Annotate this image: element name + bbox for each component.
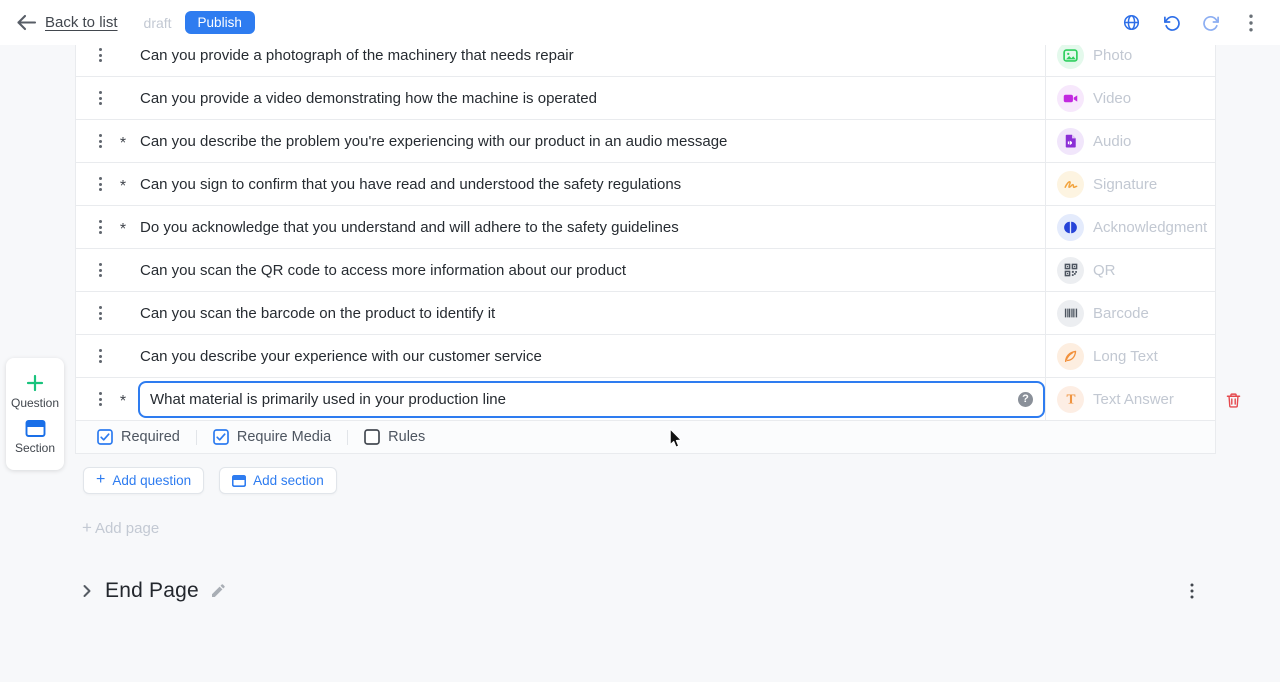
audio-icon [1057,128,1084,155]
plus-icon: + [82,518,92,537]
qr-icon [1057,257,1084,284]
question-type-label: Acknowledgment [1093,218,1208,236]
required-checkbox[interactable] [97,429,113,445]
kebab-menu-icon[interactable] [1241,13,1261,33]
help-icon[interactable]: ? [1018,392,1033,407]
question-text-input[interactable]: What material is primarily used in your production line ? [138,381,1045,418]
rules-label: Rules [388,429,426,445]
top-bar [0,0,1280,45]
svg-text:T: T [1065,391,1076,407]
question-type-label: Text Answer [1093,390,1174,408]
question-type-label: Signature [1093,175,1158,193]
question-text: Can you describe your experience with our customer service [140,347,542,365]
rules-checkbox[interactable] [364,429,380,445]
question-type-cell [1046,206,1215,248]
drag-handle-icon[interactable] [99,91,102,105]
question-type-cell [1046,77,1215,119]
require-media-checkbox[interactable] [213,429,229,445]
drag-handle-icon[interactable] [99,306,102,320]
question-type-label: Barcode [1093,304,1149,322]
required-star: * [119,178,127,195]
drag-handle-icon[interactable] [99,134,102,148]
text-answer-icon [1057,386,1084,413]
option-rules[interactable] [364,429,425,445]
question-type-label: Photo [1093,46,1133,64]
question-type-cell [1046,335,1215,377]
insert-section-button[interactable] [15,420,55,455]
question-type-label: Video [1093,89,1132,107]
status-badge: draft [143,14,172,31]
question-text: Can you provide a video demonstrating how the machine is operated [140,89,597,107]
redo-icon[interactable] [1201,13,1221,33]
drag-handle-icon[interactable] [99,220,102,234]
add-question-label: Add question [112,473,192,488]
end-page-menu-button[interactable] [1190,583,1194,604]
section-icon [232,475,246,487]
required-star: * [119,393,127,410]
insert-question-button[interactable] [11,374,59,410]
question-type-label: QR [1093,261,1116,279]
add-question-button[interactable] [83,467,204,494]
question-row[interactable] [76,163,1215,206]
question-row[interactable] [76,249,1215,292]
question-text: Can you provide a photograph of the machinery that needs repair [140,46,574,64]
divider [347,430,348,445]
question-table [75,45,1216,454]
question-row[interactable] [76,335,1215,378]
divider [196,430,197,445]
add-section-button[interactable] [219,467,337,494]
question-row[interactable] [76,45,1215,77]
drag-handle-icon[interactable] [99,349,102,363]
signature-icon [1057,171,1084,198]
end-page-title: End Page [105,579,199,602]
question-type-label: Long Text [1093,347,1158,365]
required-star: * [119,135,127,152]
insert-question-label: Question [10,395,60,410]
option-require-media[interactable] [213,429,331,445]
question-row[interactable] [76,77,1215,120]
barcode-icon [1057,300,1084,327]
question-text: Can you describe the problem you're experiencing with our product in an audio message [140,132,728,150]
drag-handle-icon[interactable] [99,48,102,62]
question-rows [75,45,1216,421]
question-type-cell [1046,378,1215,420]
require-media-label: Require Media [236,429,332,445]
delete-question-button[interactable] [1225,392,1242,414]
question-row[interactable] [76,378,1215,421]
acknowledgment-icon [1057,214,1084,241]
drag-handle-icon[interactable] [99,392,102,406]
pencil-icon[interactable] [210,583,226,599]
question-text: Can you scan the QR code to access more information about our product [140,261,627,279]
option-required[interactable] [97,429,180,445]
globe-icon[interactable] [1121,13,1141,33]
question-type-label: Audio [1093,132,1132,150]
question-text: Can you scan the barcode on the product to identify it [140,304,496,322]
section-icon [25,420,46,437]
drag-handle-icon[interactable] [99,263,102,277]
chevron-right-icon[interactable] [80,584,94,598]
add-page-label: Add page [94,520,160,537]
footer-actions [83,467,337,494]
back-to-list-link[interactable]: Back to list [45,14,118,31]
question-type-cell [1046,249,1215,291]
photo-icon [1057,45,1084,69]
required-label: Required [121,429,180,445]
topbar-actions [1121,13,1261,33]
add-page-button[interactable] [82,520,159,537]
video-icon [1057,85,1084,112]
back-arrow-icon[interactable] [14,11,38,35]
question-text: Can you sign to confirm that you have read and understood the safety regulations [140,175,682,193]
add-section-label: Add section [253,473,324,488]
question-options-row [75,421,1216,454]
question-row[interactable] [76,206,1215,249]
insert-panel [6,358,64,470]
question-text: Do you acknowledge that you understand and will adhere to the safety guidelines [140,218,679,236]
question-type-cell [1046,163,1215,205]
end-page-row [80,577,226,605]
insert-section-label: Section [14,440,56,455]
plus-icon: + [96,470,106,488]
plus-icon [26,374,44,392]
publish-button[interactable]: Publish [185,11,255,34]
drag-handle-icon[interactable] [99,177,102,191]
undo-icon[interactable] [1161,13,1181,33]
question-type-cell [1046,120,1215,162]
question-type-cell [1046,292,1215,334]
question-type-cell [1046,45,1215,76]
question-row[interactable] [76,120,1215,163]
long-text-icon [1057,343,1084,370]
required-star: * [119,221,127,238]
question-row[interactable] [76,292,1215,335]
